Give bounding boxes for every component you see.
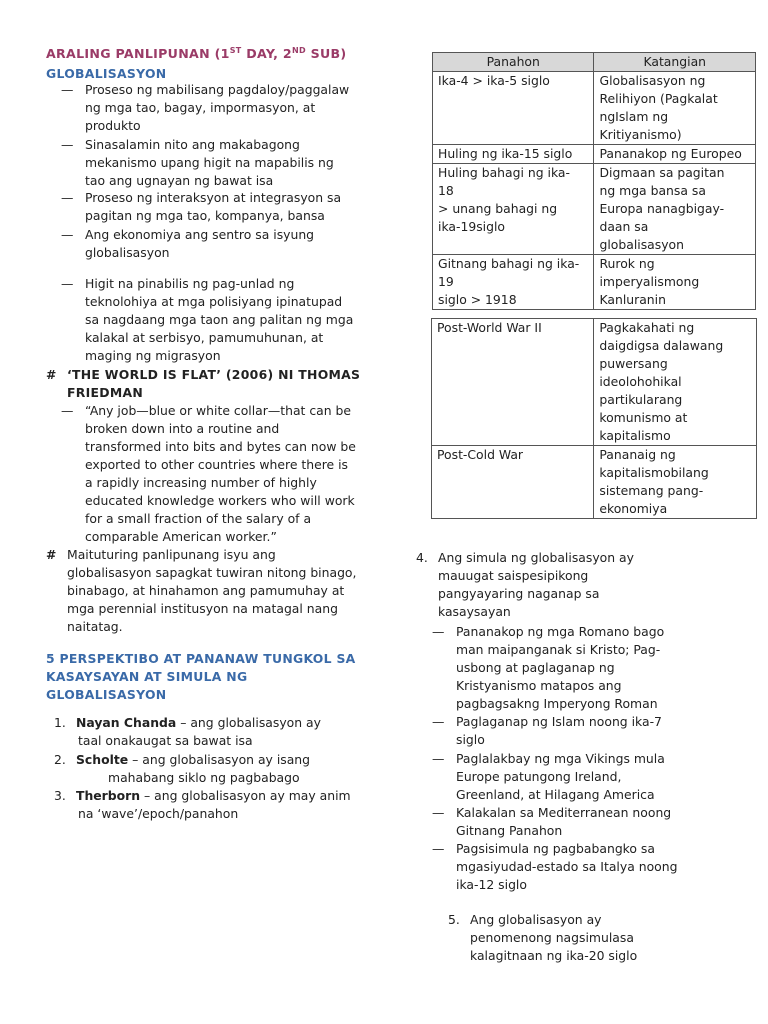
item-number: 2. <box>54 752 66 767</box>
cell-line: Pananakop ng Europeo <box>599 146 742 161</box>
text-line: mekanismo upang higit na mapabilis ng <box>85 155 334 170</box>
dash-mark: — <box>61 137 74 152</box>
bullet-text <box>85 81 349 135</box>
text-line: teknolohiya at mga polisiyang ipinatupad <box>85 294 343 309</box>
page-title <box>46 45 346 63</box>
cell-line: Kritiyanismo) <box>599 127 682 142</box>
table-row <box>433 72 756 145</box>
cell-line: Huling ng ika-15 siglo <box>438 146 573 161</box>
cell-line: Rurok ng <box>599 256 655 271</box>
cell-panahon <box>433 164 594 255</box>
dash-mark: — <box>432 624 445 639</box>
author-name: Scholte <box>76 752 129 767</box>
text-line: Ang globalisasyon ay <box>470 912 602 927</box>
text-line: mauugat saispesipikong <box>438 568 589 583</box>
dash-mark: — <box>61 276 74 291</box>
text-line: globalisasyon <box>85 245 170 260</box>
cell-line: ika-19siglo <box>438 219 506 234</box>
cell-katangian <box>594 72 756 145</box>
cell-line: Post-Cold War <box>437 447 524 462</box>
cell-katangian <box>594 446 757 519</box>
panahon-table-continued <box>431 318 757 519</box>
numbered-line1 <box>76 787 351 805</box>
cell-panahon <box>433 72 594 145</box>
section-subtitle: GLOBALISASYON <box>46 66 167 81</box>
numbered-line1 <box>76 751 310 769</box>
cell-line: imperyalismong <box>599 274 700 289</box>
cell-line: Relihiyon (Pagkalat <box>599 91 718 106</box>
table-header-katangian: Katangian <box>594 53 756 72</box>
table-row <box>433 145 756 164</box>
cell-panahon <box>433 255 594 310</box>
cell-line: Ika-4 > ika-5 siglo <box>438 73 550 88</box>
text-line: penomenong nagsimulasa <box>470 930 634 945</box>
item-number: 5. <box>448 912 460 927</box>
text-line: usbong at paglaganap ng <box>456 660 615 675</box>
cell-line: > unang bahagi ng <box>438 201 558 216</box>
cell-line: ngIslam ng <box>599 109 669 124</box>
numbered-line2: taal onakaugat sa bawat isa <box>78 733 253 748</box>
cell-line: siglo > 1918 <box>438 292 517 307</box>
author-desc: – ang globalisasyon ay <box>176 715 321 730</box>
text-line: KASAYSAYAN AT SIMULA NG <box>46 669 248 684</box>
text-line: Higit na pinabilis ng pag-unlad ng <box>85 276 295 291</box>
text-line: GLOBALISASYON <box>46 687 167 702</box>
cell-line: sistemang pang- <box>599 483 704 498</box>
text-line: Paglaganap ng Islam noong ika-7 <box>456 714 662 729</box>
author-desc: – ang globalisasyon ay may anim <box>140 788 351 803</box>
text-line: maging ng migrasyon <box>85 348 221 363</box>
text-line: kasaysayan <box>438 604 511 619</box>
cell-panahon <box>432 446 594 519</box>
cell-line: ekonomiya <box>599 501 668 516</box>
title-text-2: DAY, 2 <box>241 46 292 61</box>
item-number: 3. <box>54 788 66 803</box>
table-row <box>433 164 756 255</box>
cell-line: Post-World War II <box>437 320 542 335</box>
cell-line: kapitalismobilang <box>599 465 709 480</box>
dash-mark: — <box>61 227 74 242</box>
text-line: globalisasyon sapagkat tuwiran nitong binago, <box>67 565 357 580</box>
perspektibo-heading <box>46 650 376 704</box>
text-line: kalagitnaan ng ika-20 siglo <box>470 948 638 963</box>
text-line: educated knowledge workers who will work <box>85 493 355 508</box>
text-line: Ang simula ng globalisasyon ay <box>438 550 634 565</box>
dash-mark: — <box>61 190 74 205</box>
cell-line: 18 <box>438 183 454 198</box>
title-text-1: ARALING PANLIPUNAN (1 <box>46 46 230 61</box>
dash-mark: — <box>432 714 445 729</box>
cell-katangian <box>594 145 756 164</box>
dash-mark: — <box>432 841 445 856</box>
text-line: ng mga tao, bagay, impormasyon, at <box>85 100 316 115</box>
cell-line: 19 <box>438 274 454 289</box>
author-desc: – ang globalisasyon ay isang <box>128 752 311 767</box>
text-line: Paglalakbay ng mga Vikings mula <box>456 751 665 766</box>
text-line: ika-12 siglo <box>456 877 527 892</box>
text-line: exported to other countries where there is <box>85 457 349 472</box>
table-row <box>432 446 757 519</box>
numbered-line1 <box>76 714 321 732</box>
sub-bullet-text <box>456 750 665 804</box>
text-line: mgasiyudad-estado sa Italya noong <box>456 859 678 874</box>
title-text-3: SUB) <box>305 46 347 61</box>
text-line: comparable American worker.” <box>85 529 277 544</box>
cell-line: Pananaig ng <box>599 447 676 462</box>
text-line: for a small fraction of the salary of a <box>85 511 312 526</box>
cell-line: partikularang <box>599 392 683 407</box>
author-name: Nayan Chanda <box>76 715 177 730</box>
quote-text <box>85 402 375 546</box>
cell-line: daigdigsa dalawang <box>599 338 724 353</box>
author-name: Therborn <box>76 788 141 803</box>
text-line: Ang ekonomiya ang sentro sa isyung <box>85 227 315 242</box>
cell-line: Digmaan sa pagitan <box>599 165 725 180</box>
cell-panahon <box>432 319 594 446</box>
title-sup-1: ST <box>229 46 242 55</box>
cell-panahon <box>433 145 594 164</box>
friedman-heading-line2: FRIEDMAN <box>67 385 144 400</box>
text-line: kalakal at serbisyo, pamumuhunan, at <box>85 330 324 345</box>
friedman-heading-line1: ‘THE WORLD IS FLAT’ (2006) NI THOMAS <box>67 367 361 382</box>
title-sup-2: ND <box>292 46 306 55</box>
hash-mark: # <box>46 547 57 562</box>
text-line: Greenland, at Hilagang America <box>456 787 655 802</box>
text-line: pagitan ng mga tao, kompanya, bansa <box>85 208 325 223</box>
numbered-line2: mahabang siklo ng pagbabago <box>108 770 300 785</box>
isyu-text <box>67 546 377 636</box>
numbered-line2: na ‘wave’/epoch/panahon <box>78 806 239 821</box>
cell-line: Pagkakahati ng <box>599 320 695 335</box>
text-line: broken down into a routine and <box>85 421 280 436</box>
cell-line: Gitnang bahagi ng ika- <box>438 256 580 271</box>
text-line: Europe patungong Ireland, <box>456 769 622 784</box>
cell-line: puwersang <box>599 356 668 371</box>
text-line: siglo <box>456 732 485 747</box>
cell-line: komunismo at <box>599 410 688 425</box>
cell-line: Globalisasyon ng <box>599 73 706 88</box>
sub-bullet-text <box>456 713 662 749</box>
dash-mark: — <box>61 82 74 97</box>
bullet-text <box>85 136 334 190</box>
cell-katangian <box>594 255 756 310</box>
text-line: naitatag. <box>67 619 123 634</box>
bullet-text <box>85 189 341 225</box>
text-line: Kristyanismo matapos ang <box>456 678 622 693</box>
text-line: Sinasalamin nito ang makabagong <box>85 137 300 152</box>
cell-line: ideolohohikal <box>599 374 682 389</box>
dash-mark: — <box>432 751 445 766</box>
text-line: Proseso ng mabilisang pagdaloy/paggalaw <box>85 82 350 97</box>
text-line: a rapidly increasing number of highly <box>85 475 317 490</box>
item5-text <box>470 911 637 965</box>
text-line: transformed into bits and bytes can now be <box>85 439 356 454</box>
cell-line: Kanluranin <box>599 292 666 307</box>
cell-line: ng mga bansa sa <box>599 183 706 198</box>
table-row <box>432 319 757 446</box>
cell-katangian <box>594 164 756 255</box>
text-line: binabago, at hinahamon ang pamumuhay at <box>67 583 345 598</box>
cell-katangian <box>594 319 757 446</box>
table-row <box>433 255 756 310</box>
text-line: man maipanganak si Kristo; Pag- <box>456 642 661 657</box>
cell-line: daan sa <box>599 219 649 234</box>
table-header-panahon: Panahon <box>433 53 594 72</box>
text-line: Pananakop ng mga Romano bago <box>456 624 665 639</box>
text-line: tao ang ugnayan ng bawat isa <box>85 173 274 188</box>
dash-mark: — <box>432 805 445 820</box>
cell-line: kapitalismo <box>599 428 671 443</box>
item-number: 4. <box>416 550 428 565</box>
text-line: pangyayaring naganap sa <box>438 586 600 601</box>
item-number: 1. <box>54 715 66 730</box>
text-line: Maituturing panlipunang isyu ang <box>67 547 276 562</box>
panahon-table <box>432 52 756 310</box>
text-line: sa nagdaang mga taon ang palitan ng mga <box>85 312 354 327</box>
text-line: Gitnang Panahon <box>456 823 563 838</box>
sub-bullet-text <box>456 623 664 713</box>
cell-line: Europa nanagbigay- <box>599 201 725 216</box>
cell-line: globalisasyon <box>599 237 684 252</box>
text-line: 5 PERSPEKTIBO AT PANANAW TUNGKOL SA <box>46 651 356 666</box>
bullet-text <box>85 226 314 262</box>
text-line: Kalakalan sa Mediterranean noong <box>456 805 672 820</box>
text-line: pagbagsakng Imperyong Roman <box>456 696 658 711</box>
sub-bullet-text <box>456 804 671 840</box>
text-line: mga perennial institusyon na matagal nang <box>67 601 338 616</box>
dash-mark: — <box>61 403 74 418</box>
text-line: Pagsisimula ng pagbabangko sa <box>456 841 655 856</box>
text-line: Proseso ng interaksyon at integrasyon sa <box>85 190 342 205</box>
cell-line: Huling bahagi ng ika- <box>438 165 570 180</box>
hash-mark: # <box>46 367 57 382</box>
sub-bullet-text <box>456 840 677 894</box>
text-line: produkto <box>85 118 141 133</box>
bullet-text <box>85 275 353 365</box>
text-line: “Any job—blue or white collar—that can be <box>85 403 352 418</box>
item4-text <box>438 549 634 621</box>
